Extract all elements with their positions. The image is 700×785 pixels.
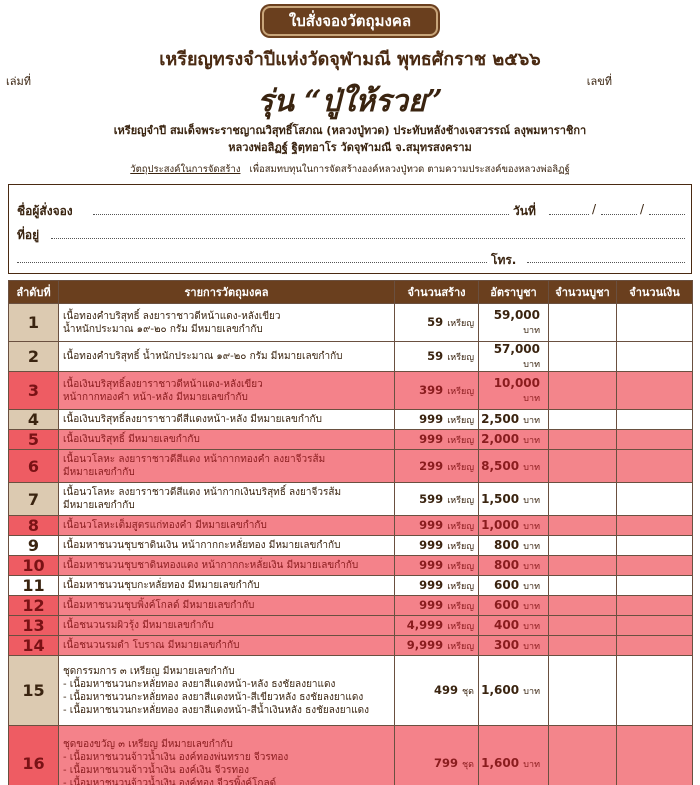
name-label: ชื่อผู้สั่งจอง bbox=[17, 204, 73, 218]
order-qty-cell[interactable] bbox=[549, 656, 617, 726]
item-description bbox=[59, 450, 395, 483]
quantity-made bbox=[395, 576, 479, 596]
price-currency: บาท bbox=[523, 582, 540, 592]
quantity-value: 399 bbox=[419, 383, 444, 397]
amount-cell[interactable] bbox=[617, 596, 693, 616]
item-desc-line: - เนื้อมหาชนวนกะหลั่ยทอง ลงยาสีแดงหน้า-หลัง ธงชัยลงยาแดง bbox=[63, 678, 336, 690]
item-description bbox=[59, 656, 395, 726]
main-title: เหรียญทรงจำปีแห่งวัดจุฬามณี พุทธศักราช ๒๕๖๖ bbox=[159, 49, 541, 70]
quantity-unit: เหรียญ bbox=[447, 602, 474, 612]
row-number: 6 bbox=[9, 450, 59, 483]
price bbox=[479, 536, 549, 556]
item-description bbox=[59, 516, 395, 536]
item-desc-line: เนื้อชนวนรมดำ โบราณ มีหมายเลขกำกับ bbox=[63, 640, 240, 651]
price bbox=[479, 596, 549, 616]
edition-title: รุ่น “ปู่ให้รวย” bbox=[257, 84, 443, 119]
amount-cell[interactable] bbox=[617, 576, 693, 596]
quantity-made bbox=[395, 616, 479, 636]
order-qty-cell[interactable] bbox=[549, 636, 617, 656]
order-qty-cell[interactable] bbox=[549, 450, 617, 483]
item-desc-line: เนื้อนวโลหะเต็มสูตรแก่ทองคำ มีหมายเลขกำกับ bbox=[63, 520, 267, 531]
item-desc-line: เนื้อทองคำบริสุทธิ์ ลงยาราชาวดีหน้าแดง-หลังเขียว bbox=[63, 310, 281, 322]
row-number: 11 bbox=[9, 576, 59, 596]
item-desc-line: เนื้อเงินบริสุทธิ์ลงยาราชาวดีหน้าแดง-หลังเขียว bbox=[63, 378, 263, 390]
quantity-unit: ชุด bbox=[462, 687, 474, 697]
quantity-value: 999 bbox=[419, 598, 444, 612]
amount-cell[interactable] bbox=[617, 410, 693, 430]
book-number-label: เล่มที่ bbox=[6, 75, 32, 88]
col-header-item: รายการวัตถุมงคล bbox=[59, 281, 395, 304]
item-description bbox=[59, 576, 395, 596]
quantity-value: 4,999 bbox=[406, 618, 444, 632]
price-value: 1,600 bbox=[481, 756, 520, 770]
table-row bbox=[9, 304, 693, 342]
table-row bbox=[9, 636, 693, 656]
item-description bbox=[59, 483, 395, 516]
order-qty-cell[interactable] bbox=[549, 596, 617, 616]
table-row bbox=[9, 410, 693, 430]
item-desc-line: เนื้อมหาชนวนชุบพิ้งค์โกลด์ มีหมายเลขกำกับ bbox=[63, 600, 255, 611]
date-day-field[interactable] bbox=[549, 214, 589, 215]
quantity-value: 499 bbox=[434, 683, 459, 697]
quantity-made bbox=[395, 636, 479, 656]
quantity-made bbox=[395, 410, 479, 430]
price bbox=[479, 616, 549, 636]
item-desc-line: มีหมายเลขกำกับ bbox=[63, 500, 135, 511]
header bbox=[0, 0, 700, 182]
item-desc-line: เนื้อมหาชนวนชุบชาดินทองแดง หน้ากากกะหลั่ยเงิน มีหมายเลขกำกับ bbox=[63, 560, 359, 571]
table-row bbox=[9, 656, 693, 726]
item-desc-line: เนื้อนวโลหะ ลงยาราชาวดีสีแดง หน้ากากทองคำ ลงยาจีวรส้ม bbox=[63, 454, 326, 465]
amount-cell[interactable] bbox=[617, 536, 693, 556]
date-year-field[interactable] bbox=[649, 214, 685, 215]
col-header-price: อัตราบูชา bbox=[479, 281, 549, 304]
item-desc-line: เนื้อเงินบริสุทธิ์ลงยาราชาวดีสีแดงหน้า-หลัง มีหมายเลขกำกับ bbox=[63, 414, 322, 425]
table-row bbox=[9, 342, 693, 372]
price bbox=[479, 516, 549, 536]
item-desc-line: มีหมายเลขกำกับ bbox=[63, 467, 135, 478]
quantity-unit: เหรียญ bbox=[447, 582, 474, 592]
name-field[interactable] bbox=[93, 214, 509, 215]
item-description bbox=[59, 304, 395, 342]
quantity-value: 999 bbox=[419, 578, 444, 592]
price bbox=[479, 726, 549, 785]
price-currency: บาท bbox=[523, 687, 540, 697]
quantity-made bbox=[395, 656, 479, 726]
item-description bbox=[59, 342, 395, 372]
row-number: 16 bbox=[9, 726, 59, 785]
quantity-unit: เหรียญ bbox=[447, 522, 474, 532]
row-number: 13 bbox=[9, 616, 59, 636]
amount-cell[interactable] bbox=[617, 636, 693, 656]
row-number: 14 bbox=[9, 636, 59, 656]
description-line-2: หลวงพ่อลิฏฐ์ ฐิตฺทอาโร วัดจุฬามณี จ.สมุทรสงคราม bbox=[228, 141, 472, 154]
order-qty-cell[interactable] bbox=[549, 536, 617, 556]
serial-number-label: เลขที่ bbox=[586, 75, 612, 88]
table-row bbox=[9, 372, 693, 410]
price-value: 800 bbox=[494, 538, 520, 552]
quantity-unit: เหรียญ bbox=[447, 416, 474, 426]
price bbox=[479, 372, 549, 410]
price-currency: บาท bbox=[523, 760, 540, 770]
address-label: ที่อยู่ bbox=[17, 228, 40, 242]
price bbox=[479, 410, 549, 430]
price bbox=[479, 656, 549, 726]
item-description bbox=[59, 372, 395, 410]
col-header-quantity-made: จำนวนสร้าง bbox=[395, 281, 479, 304]
quantity-value: 799 bbox=[434, 756, 459, 770]
form-title-badge: ใบสั่งจองวัตถุมงคล bbox=[262, 6, 438, 36]
purpose-text: เพื่อสมทบทุนในการจัดสร้างองค์หลวงปู่ทวด ตามความประสงค์ของหลวงพ่อลิฏฐ์ bbox=[249, 164, 570, 175]
price-currency: บาท bbox=[523, 542, 540, 552]
order-table bbox=[8, 280, 693, 785]
description bbox=[10, 122, 690, 156]
item-description bbox=[59, 556, 395, 576]
quantity-unit: เหรียญ bbox=[447, 622, 474, 632]
amount-cell[interactable] bbox=[617, 372, 693, 410]
price-value: 400 bbox=[494, 618, 520, 632]
price-value: 57,000 bbox=[493, 342, 540, 356]
item-desc-line: น้ำหนักประมาณ ๑๙-๒๐ กรัม มีหมายเลขกำกับ bbox=[63, 323, 263, 335]
quantity-unit: เหรียญ bbox=[447, 387, 474, 397]
price bbox=[479, 304, 549, 342]
price-currency: บาท bbox=[523, 602, 540, 612]
item-description bbox=[59, 596, 395, 616]
price-value: 2,000 bbox=[481, 432, 520, 446]
quantity-made bbox=[395, 342, 479, 372]
order-qty-cell[interactable] bbox=[549, 483, 617, 516]
row-number: 8 bbox=[9, 516, 59, 536]
order-qty-cell[interactable] bbox=[549, 430, 617, 450]
quantity-unit: ชุด bbox=[462, 760, 474, 770]
price-currency: บาท bbox=[523, 562, 540, 572]
quantity-value: 59 bbox=[427, 349, 444, 363]
item-desc-line: หน้ากากทองคำ หน้า-หลัง มีหมายเลขกำกับ bbox=[63, 391, 248, 403]
price-currency: บาท bbox=[523, 326, 540, 336]
amount-cell[interactable] bbox=[617, 450, 693, 483]
price-value: 10,000 bbox=[493, 376, 540, 390]
item-desc-line: - เนื้อมหาชนวนกะหลั่ยทอง ลงยาสีแดงหน้า-สีน้ำเงินหลัง ธงชัยลงยาแดง bbox=[63, 704, 370, 716]
quantity-made bbox=[395, 304, 479, 342]
order-qty-cell[interactable] bbox=[549, 556, 617, 576]
table-row bbox=[9, 616, 693, 636]
phone-label: โทร. bbox=[491, 253, 517, 267]
price-currency: บาท bbox=[523, 462, 540, 473]
quantity-value: 299 bbox=[419, 458, 444, 473]
quantity-made bbox=[395, 483, 479, 516]
item-description bbox=[59, 616, 395, 636]
quantity-value: 999 bbox=[419, 518, 444, 532]
item-desc-line: เนื้อมหาชนวนชุบกะหลั่ยทอง มีหมายเลขกำกับ bbox=[63, 580, 260, 591]
quantity-made bbox=[395, 556, 479, 576]
price-currency: บาท bbox=[523, 622, 540, 632]
table-row bbox=[9, 726, 693, 785]
price-value: 300 bbox=[494, 638, 520, 652]
price-value: 1,000 bbox=[481, 518, 520, 532]
quantity-unit: เหรียญ bbox=[447, 462, 474, 473]
price-value: 600 bbox=[494, 598, 520, 612]
item-description bbox=[59, 636, 395, 656]
amount-cell[interactable] bbox=[617, 556, 693, 576]
table-row bbox=[9, 536, 693, 556]
quantity-unit: เหรียญ bbox=[447, 436, 474, 446]
item-desc-line: - เนื้อมหาชนวนกะหลั่ยทอง ลงยาสีแดงหน้า-สีเขียวหลัง ธงชัยลงยาแดง bbox=[63, 691, 364, 703]
amount-cell[interactable] bbox=[617, 483, 693, 516]
price-currency: บาท bbox=[523, 522, 540, 532]
row-number: 2 bbox=[9, 342, 59, 372]
item-description bbox=[59, 726, 395, 785]
quantity-made bbox=[395, 726, 479, 785]
table-row bbox=[9, 576, 693, 596]
order-form: ชื่อผู้สั่งจอง วันที่ / / ที่อยู่ โทร. bbox=[8, 184, 692, 274]
table-header-row bbox=[9, 281, 693, 304]
item-desc-line: เนื้อมหาชนวนชุบชาดินเงิน หน้ากากกะหลั่ยทอง มีหมายเลขกำกับ bbox=[63, 540, 341, 551]
item-description bbox=[59, 410, 395, 430]
quantity-made bbox=[395, 596, 479, 616]
description-line-1: เหรียญจำปี สมเด็จพระราชญาณวิสุทธิ์โสภณ (หลวงปู่ทวด) ประทับหลังช้างเจสวรรณ์ ลงุพมหาราชิกา bbox=[113, 124, 587, 137]
row-number: 15 bbox=[9, 656, 59, 726]
table-row bbox=[9, 556, 693, 576]
row-number: 4 bbox=[9, 410, 59, 430]
quantity-made bbox=[395, 372, 479, 410]
col-header-order-qty: จำนวนบูชา bbox=[549, 281, 617, 304]
price bbox=[479, 450, 549, 483]
row-number: 12 bbox=[9, 596, 59, 616]
purpose-label: วัตถุประสงค์ในการจัดสร้าง bbox=[130, 164, 241, 175]
order-qty-cell[interactable] bbox=[549, 342, 617, 372]
item-desc-line: - เนื้อมหาชนวนจ้าวน้ำเงิน องค์ทอง จีวรพิ้งค์โกลด์ bbox=[63, 777, 277, 785]
amount-cell[interactable] bbox=[617, 616, 693, 636]
price-value: 600 bbox=[494, 578, 520, 592]
item-description bbox=[59, 430, 395, 450]
amount-cell[interactable] bbox=[617, 430, 693, 450]
address-field-line-1[interactable] bbox=[51, 238, 685, 239]
purpose bbox=[10, 162, 690, 177]
quantity-unit: เหรียญ bbox=[447, 542, 474, 552]
item-desc-line: เนื้อนวโลหะ ลงยาราชาวดีสีแดง หน้ากากเงินบริสุทธิ์ ลงยาจีวรส้ม bbox=[63, 487, 342, 498]
quantity-value: 999 bbox=[419, 432, 444, 446]
col-header-amount: จำนวนเงิน bbox=[617, 281, 693, 304]
quantity-unit: เหรียญ bbox=[447, 353, 474, 363]
amount-cell[interactable] bbox=[617, 304, 693, 342]
order-qty-cell[interactable] bbox=[549, 576, 617, 596]
price-value: 2,500 bbox=[481, 412, 520, 426]
item-desc-line: ชุดกรรมการ ๓ เหรียญ มีหมายเลขกำกับ bbox=[63, 665, 235, 677]
item-desc-line: เนื้อเงินบริสุทธิ์ มีหมายเลขกำกับ bbox=[63, 434, 200, 445]
quantity-value: 9,999 bbox=[406, 638, 444, 652]
quantity-unit: เหรียญ bbox=[447, 495, 474, 506]
order-qty-cell[interactable] bbox=[549, 304, 617, 342]
item-desc-line: - เนื้อมหาชนวนจ้าวน้ำเงิน องค์ทองพ่นทราย จีวรทอง bbox=[63, 751, 289, 763]
quantity-value: 999 bbox=[419, 538, 444, 552]
order-qty-cell[interactable] bbox=[549, 410, 617, 430]
date-month-field[interactable] bbox=[601, 214, 637, 215]
price bbox=[479, 483, 549, 516]
item-desc-line: เนื้อทองคำบริสุทธิ์ น้ำหนักประมาณ ๑๙-๒๐ กรัม มีหมายเลขกำกับ bbox=[63, 351, 343, 362]
price-value: 8,500 bbox=[481, 458, 520, 473]
address-field-line-2[interactable] bbox=[17, 262, 487, 263]
table-row bbox=[9, 450, 693, 483]
price-currency: บาท bbox=[523, 436, 540, 446]
amount-cell[interactable] bbox=[617, 516, 693, 536]
row-number: 10 bbox=[9, 556, 59, 576]
price-currency: บาท bbox=[523, 495, 540, 506]
price-value: 800 bbox=[494, 558, 520, 572]
col-header-no: ลำดับที่ bbox=[9, 281, 59, 304]
order-qty-cell[interactable] bbox=[549, 726, 617, 785]
quantity-made bbox=[395, 450, 479, 483]
price-currency: บาท bbox=[523, 394, 540, 404]
phone-field[interactable] bbox=[527, 262, 685, 263]
quantity-unit: เหรียญ bbox=[447, 642, 474, 652]
row-number: 9 bbox=[9, 536, 59, 556]
price bbox=[479, 576, 549, 596]
price bbox=[479, 430, 549, 450]
price-value: 1,600 bbox=[481, 683, 520, 697]
quantity-value: 599 bbox=[419, 491, 444, 506]
item-description bbox=[59, 536, 395, 556]
order-qty-cell[interactable] bbox=[549, 516, 617, 536]
quantity-value: 59 bbox=[427, 315, 444, 329]
order-qty-cell[interactable] bbox=[549, 372, 617, 410]
date-label: วันที่ bbox=[513, 204, 536, 218]
row-number: 1 bbox=[9, 304, 59, 342]
price-value: 1,500 bbox=[481, 491, 520, 506]
table-row bbox=[9, 516, 693, 536]
table-row bbox=[9, 483, 693, 516]
table-row bbox=[9, 596, 693, 616]
price-value: 59,000 bbox=[493, 308, 540, 322]
quantity-made bbox=[395, 430, 479, 450]
amount-cell[interactable] bbox=[617, 656, 693, 726]
quantity-value: 999 bbox=[419, 558, 444, 572]
order-qty-cell[interactable] bbox=[549, 616, 617, 636]
quantity-made bbox=[395, 536, 479, 556]
item-desc-line: ชุดของขวัญ ๓ เหรียญ มีหมายเลขกำกับ bbox=[63, 738, 233, 750]
price-currency: บาท bbox=[523, 360, 540, 370]
row-number: 7 bbox=[9, 483, 59, 516]
quantity-unit: เหรียญ bbox=[447, 319, 474, 329]
amount-cell[interactable] bbox=[617, 726, 693, 785]
quantity-made bbox=[395, 516, 479, 536]
price bbox=[479, 636, 549, 656]
table-row bbox=[9, 430, 693, 450]
item-desc-line: - เนื้อมหาชนวนจ้าวน้ำเงิน องค์เงิน จีวรทอง bbox=[63, 764, 249, 776]
price-currency: บาท bbox=[523, 416, 540, 426]
row-number: 3 bbox=[9, 372, 59, 410]
item-desc-line: เนื้อชนวนรมผิวรุ้ง มีหมายเลขกำกับ bbox=[63, 620, 214, 631]
quantity-value: 999 bbox=[419, 412, 444, 426]
amount-cell[interactable] bbox=[617, 342, 693, 372]
price-currency: บาท bbox=[523, 642, 540, 652]
quantity-unit: เหรียญ bbox=[447, 562, 474, 572]
price bbox=[479, 556, 549, 576]
price bbox=[479, 342, 549, 372]
row-number: 5 bbox=[9, 430, 59, 450]
